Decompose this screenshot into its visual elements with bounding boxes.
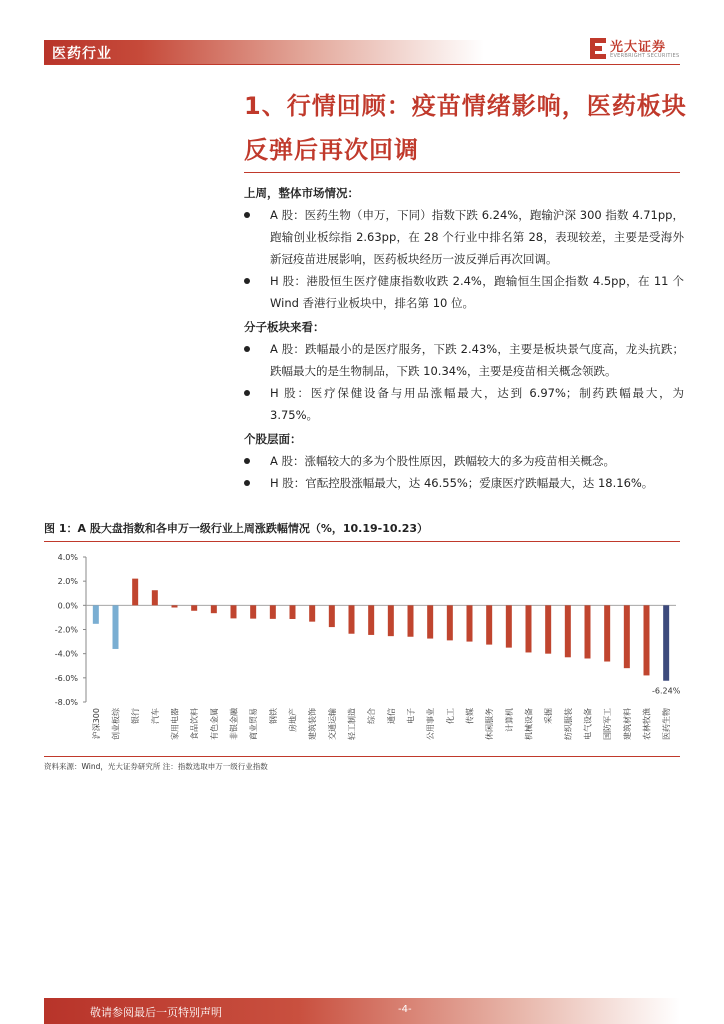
bar (93, 605, 99, 623)
x-tick-label: 建筑材料 (622, 708, 632, 740)
x-tick-label: 休闲服务 (485, 708, 495, 740)
bullet-dot-icon (244, 278, 250, 284)
x-tick-label: 电气设备 (583, 708, 593, 740)
x-tick-label: 电子 (406, 708, 416, 724)
logo-text: 光大证券 (610, 40, 667, 55)
bullet-item: A 股：跌幅最小的是医疗服务，下跌 2.43%，主要是板块景气度高，龙头抗跌；跌幅最大的是生物制品，下跌 10.34%，主要是疫苗相关概念领跌。 (244, 338, 684, 382)
y-tick-label: -4.0% (54, 649, 78, 659)
bullet-dot-icon (244, 390, 250, 396)
x-tick-label: 非银金融 (229, 708, 239, 740)
x-tick-label: 有色金属 (209, 708, 219, 740)
x-tick-label: 轻工制造 (347, 708, 357, 740)
x-tick-label: 医药生物 (662, 708, 672, 740)
page-number: -4- (398, 1004, 412, 1015)
bar (663, 605, 669, 680)
x-tick-label: 化工 (445, 708, 455, 724)
logo-subtext: EVERBRIGHT SECURITIES (610, 53, 680, 59)
bar (290, 605, 296, 619)
x-tick-label: 沪深300 (91, 708, 101, 740)
x-tick-label: 纺织服装 (563, 708, 573, 740)
bar (427, 605, 433, 638)
y-tick-label: 2.0% (57, 577, 78, 587)
company-logo (590, 36, 690, 64)
bar (132, 579, 138, 606)
figure-rule-bottom (44, 756, 680, 757)
x-tick-label: 银行 (131, 708, 141, 724)
bullet-item: A 股：医药生物（申万，下同）指数下跌 6.24%，跑输沪深 300 指数 4.71pp，跑输创业板综指 2.63pp，在 28 个行业中排名第 28，表现较差，主要是受海外新冠疫苗进展影响，医药板块经历一波反弹后再次回调。 (244, 204, 684, 270)
bar (545, 605, 551, 653)
x-tick-label: 传媒 (465, 708, 475, 724)
x-tick-label: 汽车 (150, 708, 160, 724)
title-rule (244, 172, 680, 173)
body-text (244, 180, 684, 494)
x-tick-label: 计算机 (504, 708, 514, 732)
bullet-item: A 股：涨幅较大的多为个股性原因，跌幅较大的多为疫苗相关概念。 (244, 450, 684, 472)
x-tick-label: 农林牧渔 (642, 708, 652, 740)
x-tick-label: 钢铁 (268, 708, 278, 724)
y-tick-label: -6.0% (54, 673, 78, 683)
bar (408, 605, 414, 636)
x-tick-label: 综合 (367, 708, 377, 724)
header-rule (44, 64, 680, 65)
bar (506, 605, 512, 647)
bullet-dot-icon (244, 480, 250, 486)
bar (349, 605, 355, 633)
bar (152, 590, 158, 605)
y-tick-label: -8.0% (54, 698, 78, 707)
bar (467, 605, 473, 641)
x-tick-label: 公用事业 (426, 708, 436, 740)
bullet-item: H 股：医疗保健设备与用品涨幅最大，达到 6.97%；制药跌幅最大，为 3.75%。 (244, 382, 684, 426)
y-tick-label: -2.0% (54, 625, 78, 635)
x-tick-label: 机械设备 (524, 708, 534, 740)
bullet-dot-icon (244, 212, 250, 218)
y-tick-label: 4.0% (57, 553, 78, 562)
bar (231, 605, 237, 618)
bar (526, 605, 532, 652)
logo-mark-icon (590, 38, 606, 60)
stock-subhead: 个股层面： (244, 432, 302, 446)
market-subhead: 上周，整体市场情况： (244, 186, 359, 200)
figure-rule-top (44, 541, 680, 542)
bar (486, 605, 492, 644)
bullet-dot-icon (244, 458, 250, 464)
x-tick-label: 食品饮料 (190, 708, 200, 740)
bar (368, 605, 374, 635)
section-label: 医药行业 (52, 46, 112, 62)
y-tick-label: 0.0% (57, 601, 78, 611)
bar (309, 605, 315, 621)
bar (585, 605, 591, 658)
bar (270, 605, 276, 619)
bar (191, 605, 197, 610)
figure-title: 图 1：A 股大盘指数和各申万一级行业上周涨跌幅情况（%，10.19-10.23） (44, 522, 428, 535)
bar (113, 605, 119, 649)
figure-source: 资料来源：Wind，光大证券研究所 注：指数选取申万一级行业指数 (44, 762, 268, 771)
sector-subhead: 分子板块来看： (244, 320, 325, 334)
section-title: 1、行情回顾：疫苗情绪影响，医药板块反弹后再次回调 (244, 92, 687, 164)
footer-disclaimer: 敬请参阅最后一页特别声明 (90, 1006, 222, 1019)
bullet-item: H 股：官酝控股涨幅最大，达 46.55%；爱康医疗跌幅最大，达 18.16%。 (244, 472, 684, 494)
bar (172, 605, 178, 607)
bar (250, 605, 256, 618)
bar (447, 605, 453, 640)
bar (604, 605, 610, 661)
data-label: -6.24% (652, 686, 680, 696)
x-tick-label: 商业贸易 (249, 708, 259, 740)
bar (644, 605, 650, 675)
x-tick-label: 交通运输 (327, 708, 337, 740)
x-tick-label: 国防军工 (603, 708, 613, 740)
x-tick-label: 采掘 (544, 708, 554, 724)
bar (565, 605, 571, 657)
bar (624, 605, 630, 668)
x-tick-label: 家用电器 (170, 708, 180, 740)
bullet-dot-icon (244, 346, 250, 352)
bar-chart (44, 544, 680, 754)
bar (211, 605, 217, 613)
x-tick-label: 通信 (386, 708, 396, 724)
bar (388, 605, 394, 636)
bullet-item: H 股：港股恒生医疗健康指数收跌 2.4%，跑输恒生国企指数 4.5pp，在 11 个 Wind 香港行业板块中，排名第 10 位。 (244, 270, 684, 314)
x-tick-label: 房地产 (288, 708, 298, 732)
bar (329, 605, 335, 627)
x-tick-label: 创业板综 (111, 708, 121, 740)
x-tick-label: 建筑装饰 (308, 708, 318, 740)
